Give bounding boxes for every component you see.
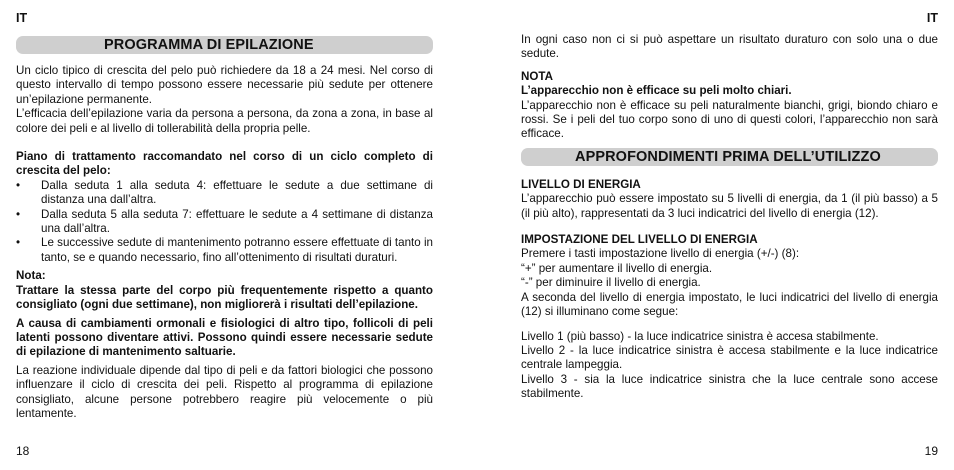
list-item: • Dalla seduta 1 alla seduta 4: effettuare le sedute a due settimane di distanza una dall’altra.	[16, 178, 433, 207]
list-item: • Le successive sedute di mantenimento potranno essere effettuate di tanto in tanto, se e quando necessario, fino all’ottenimento di risultati duraturi.	[16, 236, 433, 264]
bullet-icon: •	[16, 236, 21, 250]
section-title-epilation-program: PROGRAMMA DI EPILAZIONE	[16, 36, 433, 54]
treatment-plan-list	[16, 179, 433, 265]
section-title-before-use: APPROFONDIMENTI PRIMA DELL’UTILIZZO	[521, 148, 938, 166]
page-number-left: 18	[16, 444, 30, 458]
level-description: Livello 3 - sia la luce indicatrice sinistra che la luce centrale sono accese stabilmente.	[521, 372, 938, 401]
setting-line: “+” per aumentare il livello di energia.	[521, 261, 713, 275]
bullet-icon: •	[16, 207, 21, 221]
setting-line: “-” per diminuire il livello di energia.	[521, 276, 701, 290]
closing-paragraph: La reazione individuale dipende dal tipo di peli e da fattori biologici che possono influenzare il ciclo di crescita dei peli. Rispetto al programma di epilazione consigliato, alcune persone potrebbero reagire più velocemente o più lentamente.	[16, 363, 433, 420]
nota-label: NOTA	[521, 69, 553, 83]
energy-level-paragraph: L’apparecchio può essere impostato su 5 livelli di energia, da 1 (il più basso) a 5 (il più alto), rappresentati da 3 luci indicatrici del livello di energia (12).	[521, 192, 938, 220]
list-item: • Dalla seduta 5 alla seduta 7: effettuare le sedute a 4 settimane di distanza una dall’altra.	[16, 207, 433, 236]
energy-setting-heading: IMPOSTAZIONE DEL LIVELLO DI ENERGIA	[521, 233, 758, 247]
setting-line: Premere i tasti impostazione livello di energia (+/-) (8):	[521, 247, 800, 261]
treatment-plan-heading: Piano di trattamento raccomandato nel corso di un ciclo completo di crescita del pelo:	[16, 150, 433, 178]
note-label: Nota:	[16, 269, 46, 283]
nota-paragraph: L’apparecchio non è efficace su peli naturalmente bianchi, grigi, biondo chiaro e rossi. Se i peli del tuo corpo sono di uno di questi colori, l’apparecchio non sarà efficace.	[521, 98, 938, 141]
right-page	[521, 33, 938, 402]
setting-line: A seconda del livello di energia impostato, le luci indicatrici del livello di energia (12) si illuminano come segue:	[521, 290, 938, 319]
intro-paragraph-1: Un ciclo tipico di crescita del pelo può richiedere da 18 a 24 mesi. Nel corso di questo intervallo di tempo possono essere necessarie più sedute per ottenere un’epilazione permanente.	[16, 64, 433, 106]
right-intro-paragraph: In ogni caso non ci si può aspettare un risultato duraturo con solo una o due sedute.	[521, 33, 938, 61]
language-code-right: IT	[926, 11, 938, 25]
level-description: Livello 2 - la luce indicatrice sinistra è accesa stabilmente e la luce indicatrice centrale lampeggia.	[521, 343, 938, 372]
nota-bold-line: L’apparecchio non è efficace su peli molto chiari.	[521, 84, 792, 98]
note-paragraph-1: Trattare la stessa parte del corpo più frequentemente rispetto a quanto consigliato (ogni due settimane), non migliorerà i risultati dell’epilazione.	[16, 283, 433, 312]
level-description: Livello 1 (più basso) - la luce indicatrice sinistra è accesa stabilmente.	[521, 329, 879, 343]
page-number-right: 19	[924, 444, 938, 458]
bullet-icon: •	[16, 178, 21, 192]
left-page	[16, 36, 433, 421]
language-code-left: IT	[16, 11, 28, 25]
intro-paragraph-2: L’efficacia dell’epilazione varia da persona a persona, da zona a zona, in base al colore dei peli e al livello di tollerabilità della propria pelle.	[16, 107, 433, 135]
energy-level-heading: LIVELLO DI ENERGIA	[521, 177, 641, 191]
note-paragraph-2: A causa di cambiamenti ormonali e fisiologici di altro tipo, follicoli di peli latenti possono diventare attivi. Possono quindi essere necessarie sedute di epilazione di mantenimento saltuarie.	[16, 316, 433, 359]
